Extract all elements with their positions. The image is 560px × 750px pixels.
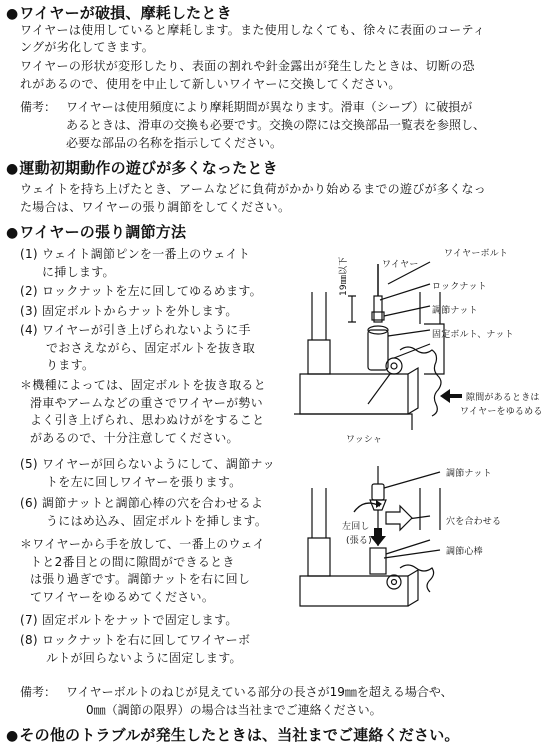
step-7-line-1: (7) 固定ボルトをナットで固定します。 (20, 613, 238, 627)
spring-chain (400, 347, 441, 416)
wear-line-2: ングが劣化してきます。 (20, 40, 155, 54)
washer-ring (387, 575, 401, 589)
wear-note-line-2: あるときは、滑車の交換も必要です。交換の際には交換部品一覧表を参照し、 (66, 118, 486, 132)
heading-wire-wear: ● ワイヤーが破損、摩耗したとき (6, 2, 232, 23)
caution-1-line-4: があるので、十分注意してください。 (30, 430, 239, 445)
step-4-line-2: でおさえながら、固定ボルトを抜き取 (46, 340, 256, 355)
heading-tension-adjust: ● ワイヤーの張り調節方法 (6, 221, 186, 242)
post-block-left (308, 538, 330, 576)
adjust-nut-body (368, 330, 388, 370)
wear-note-label: 備考： (20, 100, 57, 114)
wear-note-line-1: ワイヤーは使用頻度により摩耗期間が異なります。滑車（シーブ）に破損が (66, 100, 473, 114)
step-6-line-1: (6) 調節ナットと調節心棒の穴を合わせるよ (20, 496, 264, 510)
step-3-line-1: (3) 固定ボルトからナットを外します。 (20, 304, 238, 318)
post-block-left (308, 340, 330, 374)
caution-2-line-1: ＊ワイヤーから手を放して、一番上のウェイ (20, 537, 265, 551)
step-8 (20, 632, 250, 667)
label-lock-nut: ロックナット (432, 282, 487, 292)
caution-1-line-2: 滑車やアームなどの重さでワイヤーが勢い (30, 395, 263, 410)
tension-note-label: 備考： (20, 685, 57, 699)
caution-2-line-2: トと2番目との間に隙間ができるとき (30, 554, 235, 569)
step-4 (20, 322, 255, 375)
step-1-line-2: に挿します。 (42, 264, 115, 279)
label-adjust-rod: 調節心棒 (446, 547, 483, 557)
step-1-line-1: (1) ウェイト調節ピンを一番上のウェイト (20, 247, 251, 261)
heading-initial-play: ● 運動初期動作の遊びが多くなったとき (6, 157, 278, 178)
step-8-line-1: (8) ロックナットを右に回してワイヤーボ (20, 633, 251, 647)
heading-other-trouble: ● その他のトラブルが発生したときは、当社までご連絡ください。 (6, 724, 460, 745)
wire-bolt-diagram (290, 244, 558, 450)
step-2-line-1: (2) ロックナットを左に回してゆるめます。 (20, 284, 262, 298)
align-arrow (386, 506, 412, 530)
step-4-line-3: ります。 (46, 358, 95, 372)
label-tighten: (張る) (346, 536, 372, 546)
label-gap-note-2: ワイヤーをゆるめる (460, 407, 543, 417)
label-wire-bolt: ワイヤーボルト (444, 249, 509, 259)
caution-1-line-1: ＊機種によっては、固定ボルトを抜き取ると (20, 378, 267, 392)
weight-block-top (300, 374, 408, 414)
caution-1 (20, 377, 266, 447)
step-3 (20, 303, 238, 321)
label-align-holes: 穴を合わせる (446, 517, 502, 527)
step-5-line-2: トを左に回しワイヤーを張ります。 (46, 474, 242, 489)
step-7 (20, 612, 238, 630)
wear-line-4: れがあるので、使用を中止して新しいワイヤーに交換してください。 (20, 77, 401, 91)
gap-arrow (440, 389, 462, 403)
weight-block-lower (294, 414, 412, 430)
step-2 (20, 283, 262, 301)
step-8-line-2: ルトが回らないように固定します。 (46, 650, 242, 665)
wear-line-3: ワイヤーの形状が変形したり、表面の割れや針金露出が発生したときは、切断の恐 (20, 59, 475, 73)
wear-note-line-3: 必要な部品の名称を指示してください。 (66, 136, 283, 150)
caution-1-line-3: よく引き上げられ、思わぬけがをすること (30, 413, 265, 427)
label-wire: ワイヤー (382, 260, 419, 270)
step-4-line-1: (4) ワイヤーが引き上げられないように手 (20, 323, 251, 337)
label-adjust-nut-2: 調節ナット (446, 469, 492, 479)
step-1 (20, 246, 250, 281)
frame-post-left (312, 488, 326, 538)
step-6-line-2: うにはめ込み、固定ボルトを挿します。 (46, 513, 268, 528)
frame-post-right (420, 488, 440, 530)
spring-chain (400, 565, 434, 592)
caution-2-line-3: は張り過ぎです。調節ナットを右に回し (30, 572, 251, 586)
caution-2 (20, 536, 265, 606)
caution-2-line-4: てワイヤーをゆるめてください。 (30, 589, 215, 604)
tension-note-line-2: 0㎜（調節の限界）の場合は当社までご連絡ください。 (86, 703, 382, 717)
label-fixing-bolt-nut: 固定ボルト、ナット (432, 330, 514, 340)
adjust-nut-top (372, 484, 384, 500)
tension-note-line-1: ワイヤーボルトのねじが見えている部分の長さが19㎜を超える場合や、 (66, 685, 453, 699)
nut-alignment-diagram (290, 458, 558, 618)
adjust-rod (370, 548, 386, 574)
label-washer: ワッシャ (346, 435, 383, 445)
wear-line-1: ワイヤーは使用していると摩耗します。また使用しなくても、徐々に表面のコーティ (20, 23, 486, 37)
step-5 (20, 456, 275, 491)
label-dimension: 19㎜以下 (339, 256, 349, 296)
step-5-line-1: (5) ワイヤーが回らないようにして、調節ナッ (20, 457, 275, 471)
step-6 (20, 495, 267, 530)
play-line-2: た場合は、ワイヤーの張り調節をしてください。 (20, 200, 291, 214)
label-gap-note-1: 隙間があるときは (466, 393, 540, 403)
play-line-1: ウェイトを持ち上げたとき、アームなどに負荷がかかり始めるまでの遊びが多くなっ (20, 182, 487, 196)
label-adjust-nut: 調節ナット (432, 306, 478, 316)
label-turn-left: 左回し (342, 522, 370, 532)
